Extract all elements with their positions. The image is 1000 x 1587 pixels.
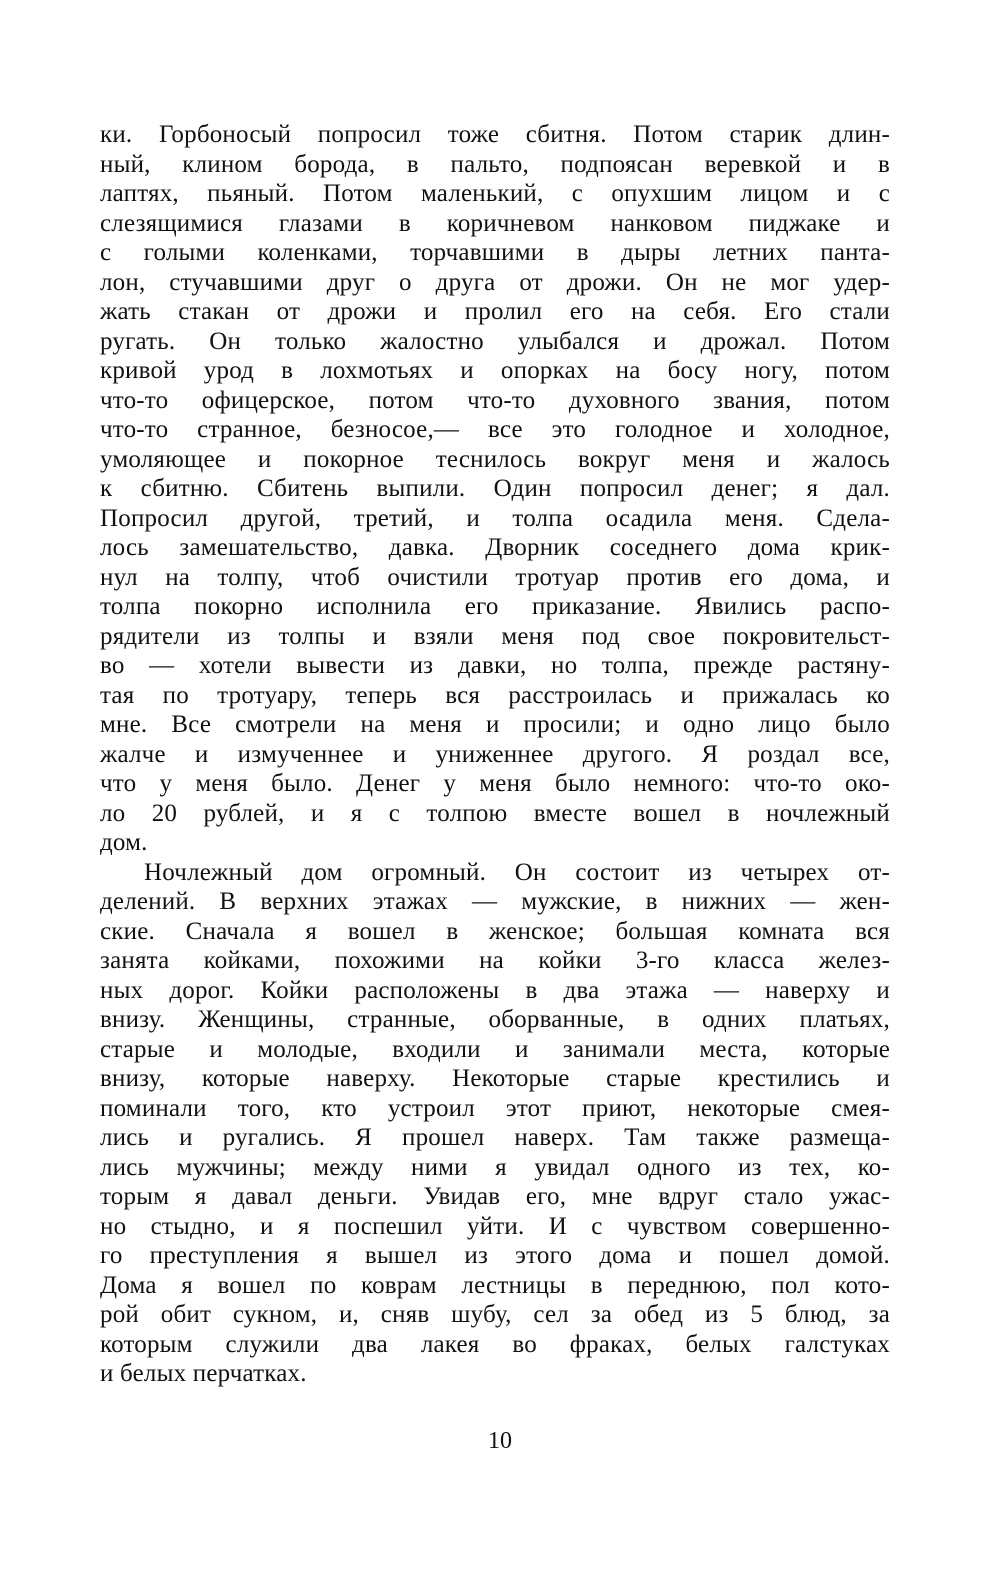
text-line: лись мужчины; между ними я увидал одного из тех, ко- bbox=[100, 1153, 890, 1181]
text-line: нул на толпу, чтоб очистили тротуар против его дома, и bbox=[100, 563, 890, 591]
text-line: слезящимися глазами в коричневом нанковом пиджаке и bbox=[100, 209, 890, 237]
text-line: ругать. Он только жалостно улыбался и дрожал. Потом bbox=[100, 327, 890, 355]
text-line: которым служили два лакея во фраках, белых галстуках bbox=[100, 1330, 890, 1358]
text-line: ный, клином борода, в пальто, подпоясан веревкой и в bbox=[100, 150, 890, 178]
text-line: что у меня было. Денег у меня было немного: что-то око- bbox=[100, 770, 890, 797]
text-line: лаптях, пьяный. Потом маленький, с опухшим лицом и с bbox=[100, 180, 890, 207]
text-line: тая по тротуару, теперь вся расстроилась и прижалась ко bbox=[100, 681, 890, 709]
text-line: Дома я вошел по коврам лестницы в переднюю, пол кото- bbox=[100, 1271, 890, 1299]
text-line: Ночлежный дом огромный. Он состоит из четырех от- bbox=[144, 858, 890, 886]
text-line: что-то офицерское, потом что-то духовного звания, потом bbox=[100, 386, 890, 414]
body-text bbox=[100, 120, 890, 1389]
paragraph-2 bbox=[100, 858, 890, 1389]
paragraph-1 bbox=[100, 120, 890, 858]
text-line: что-то странное, безносое,— все это голодное и холодное, bbox=[100, 416, 890, 443]
text-line: Попросил другой, третий, и толпа осадила меня. Сдела- bbox=[100, 504, 890, 532]
text-line: ло 20 рублей, и я с толпою вместе вошел в ночлежный bbox=[100, 799, 890, 827]
text-line: внизу, которые наверху. Некоторые старые крестились и bbox=[100, 1065, 890, 1092]
text-line: но стыдно, и я поспешил уйти. И с чувством совершенно- bbox=[100, 1212, 890, 1240]
text-line: и белых перчатках. bbox=[100, 1360, 307, 1387]
text-line: лись и ругались. Я прошел наверх. Там также размеща- bbox=[100, 1124, 890, 1151]
text-line: во — хотели вывести из давки, но толпа, прежде растяну- bbox=[100, 652, 890, 679]
text-line: жалче и измученнее и униженнее другого. Я роздал все, bbox=[100, 740, 890, 768]
text-line: внизу. Женщины, странные, оборванные, в одних платьях, bbox=[100, 1006, 890, 1033]
text-line: дом. bbox=[100, 829, 148, 856]
text-line: лон, стучавшими друг о друга от дрожи. Он не мог удер- bbox=[100, 268, 890, 296]
text-line: умоляющее и покорное теснилось вокруг меня и жалось bbox=[100, 445, 890, 473]
text-line: рой обит сукном, и, сняв шубу, сел за обед из 5 блюд, за bbox=[100, 1301, 890, 1328]
text-line: к сбитню. Сбитень выпили. Один попросил денег; я дал. bbox=[100, 475, 890, 502]
text-line: старые и молодые, входили и занимали места, которые bbox=[100, 1035, 890, 1063]
text-line: ных дорог. Койки расположены в два этажа — наверху и bbox=[100, 976, 890, 1004]
text-line: занята койками, похожими на койки 3-го класса желез- bbox=[100, 947, 890, 974]
text-line: рядители из толпы и взяли меня под свое покровительст- bbox=[100, 622, 890, 650]
text-line: го преступления я вышел из этого дома и пошел домой. bbox=[100, 1242, 890, 1269]
text-line: торым я давал деньги. Увидав его, мне вдруг стало ужас- bbox=[100, 1183, 890, 1210]
text-line: поминали того, кто устроил этот приют, некоторые смея- bbox=[100, 1094, 890, 1122]
text-line: ки. Горбоносый попросил тоже сбитня. Потом старик длин- bbox=[100, 121, 890, 148]
text-line: ские. Сначала я вошел в женское; большая комната вся bbox=[100, 917, 890, 945]
text-line: с голыми коленками, торчавшими в дыры летних панта- bbox=[100, 239, 890, 266]
text-line: делений. В верхних этажах — мужские, в нижних — жен- bbox=[100, 888, 890, 915]
text-line: лось замешательство, давка. Дворник соседнего дома крик- bbox=[100, 534, 890, 561]
text-line: толпа покорно исполнила его приказание. Явились распо- bbox=[100, 593, 890, 620]
page-number: 10 bbox=[488, 1428, 512, 1454]
text-line: кривой урод в лохмотьях и опорках на босу ногу, потом bbox=[100, 357, 890, 384]
text-line: жать стакан от дрожи и пролил его на себя. Его стали bbox=[100, 298, 890, 325]
text-line: мне. Все смотрели на меня и просили; и одно лицо было bbox=[100, 711, 890, 738]
